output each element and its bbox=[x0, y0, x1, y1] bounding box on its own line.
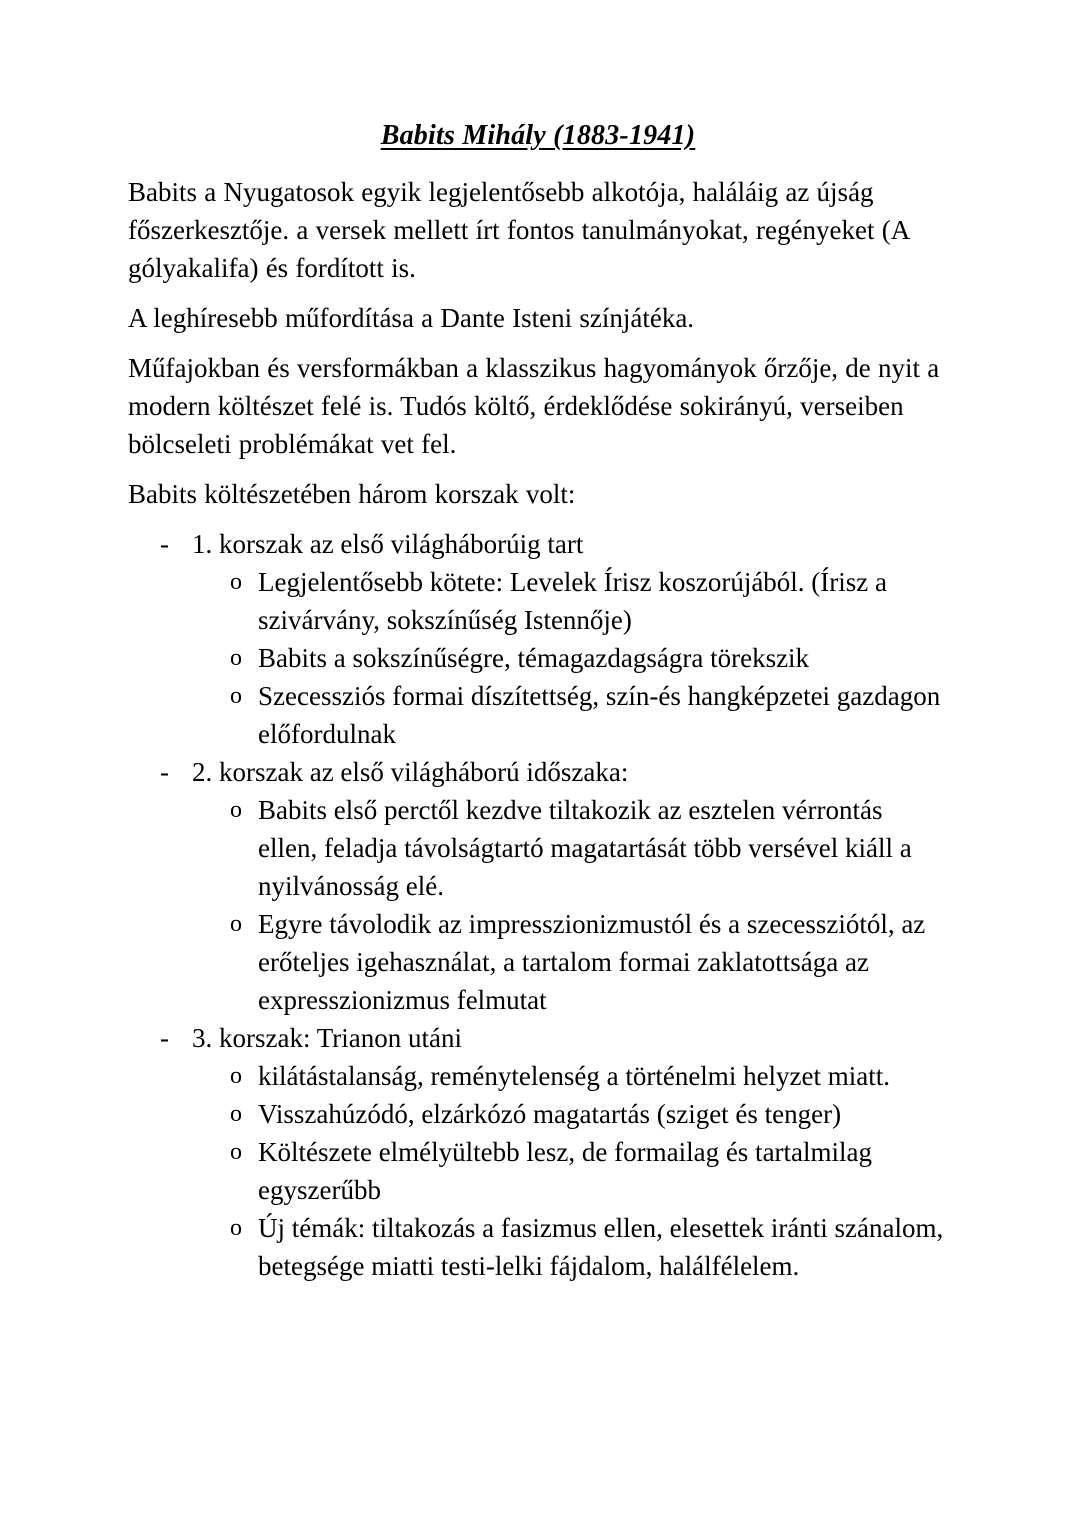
paragraph-periods-lead: Babits költészetében három korszak volt: bbox=[128, 479, 576, 509]
period-label: 1. korszak az első világháborúig tart bbox=[192, 529, 584, 559]
list-item bbox=[128, 753, 948, 1019]
period-sublist bbox=[192, 563, 948, 753]
period-detail: Új témák: tiltakozás a fasizmus ellen, elesettek iránti szánalom, betegsége miatti testi-lelki fájdalom, halálfélelem. bbox=[258, 1213, 944, 1281]
circle-marker-icon: o bbox=[230, 1139, 242, 1165]
paragraph-style: Műfajokban és versformákban a klasszikus hagyományok őrzője, de nyit a modern költészet felé is. Tudós költő, érdeklődése sokirányú, verseiben bölcseleti problémákat vet fel. bbox=[128, 353, 940, 459]
page-title: Babits Mihály (1883-1941) bbox=[380, 120, 696, 151]
list-item bbox=[192, 905, 948, 1019]
list-item bbox=[128, 1019, 948, 1285]
paragraph-intro: Babits a Nyugatosok egyik legjelentősebb alkotója, haláláig az újság főszerkesztője. a versek mellett írt fontos tanulmányokat, regényeket (A gólyakalifa) és fordított is. bbox=[128, 177, 909, 283]
list-item bbox=[192, 639, 948, 677]
period-label: 2. korszak az első világháború időszaka: bbox=[192, 757, 629, 787]
document-content bbox=[128, 118, 948, 1285]
circle-marker-icon: o bbox=[230, 569, 242, 595]
circle-marker-icon: o bbox=[230, 1063, 242, 1089]
circle-marker-icon: o bbox=[230, 645, 242, 671]
circle-marker-icon: o bbox=[230, 797, 242, 823]
period-detail: Visszahúzódó, elzárkózó magatartás (sziget és tenger) bbox=[258, 1099, 842, 1129]
dash-marker-icon: - bbox=[160, 529, 169, 559]
circle-marker-icon: o bbox=[230, 1101, 242, 1127]
period-detail: Babits első perctől kezdve tiltakozik az esztelen vérrontás ellen, feladja távolságtartó magatartását több versével kiáll a nyilvánosság elé. bbox=[258, 795, 912, 901]
list-item bbox=[128, 525, 948, 753]
list-item bbox=[192, 1057, 948, 1095]
period-sublist bbox=[192, 1057, 948, 1285]
period-detail: kilátástalanság, reménytelenség a történelmi helyzet miatt. bbox=[258, 1061, 891, 1091]
list-item bbox=[192, 791, 948, 905]
list-item bbox=[192, 1095, 948, 1133]
period-detail: Költészete elmélyültebb lesz, de formailag és tartalmilag egyszerűbb bbox=[258, 1137, 873, 1205]
circle-marker-icon: o bbox=[230, 1215, 242, 1241]
periods-list bbox=[128, 525, 948, 1285]
list-item bbox=[192, 563, 948, 639]
period-detail: Szecessziós formai díszítettség, szín-és hangképzetei gazdagon előfordulnak bbox=[258, 681, 941, 749]
period-detail: Legjelentősebb kötete: Levelek Írisz koszorújából. (Írisz a szivárvány, sokszínűség Istennője) bbox=[258, 567, 888, 635]
period-sublist bbox=[192, 791, 948, 1019]
circle-marker-icon: o bbox=[230, 683, 242, 709]
list-item bbox=[192, 1133, 948, 1209]
list-item bbox=[192, 1209, 948, 1285]
circle-marker-icon: o bbox=[230, 911, 242, 937]
period-detail: Babits a sokszínűségre, témagazdagságra törekszik bbox=[258, 643, 810, 673]
dash-marker-icon: - bbox=[160, 1023, 169, 1053]
dash-marker-icon: - bbox=[160, 757, 169, 787]
paragraph-translation: A leghíresebb műfordítása a Dante Isteni színjátéka. bbox=[128, 303, 695, 333]
period-label: 3. korszak: Trianon utáni bbox=[192, 1023, 462, 1053]
list-item bbox=[192, 677, 948, 753]
period-detail: Egyre távolodik az impresszionizmustól és a szecessziótól, az erőteljes igehasználat, a tartalom formai zaklatottsága az expresszionizmus felmutat bbox=[258, 909, 926, 1015]
